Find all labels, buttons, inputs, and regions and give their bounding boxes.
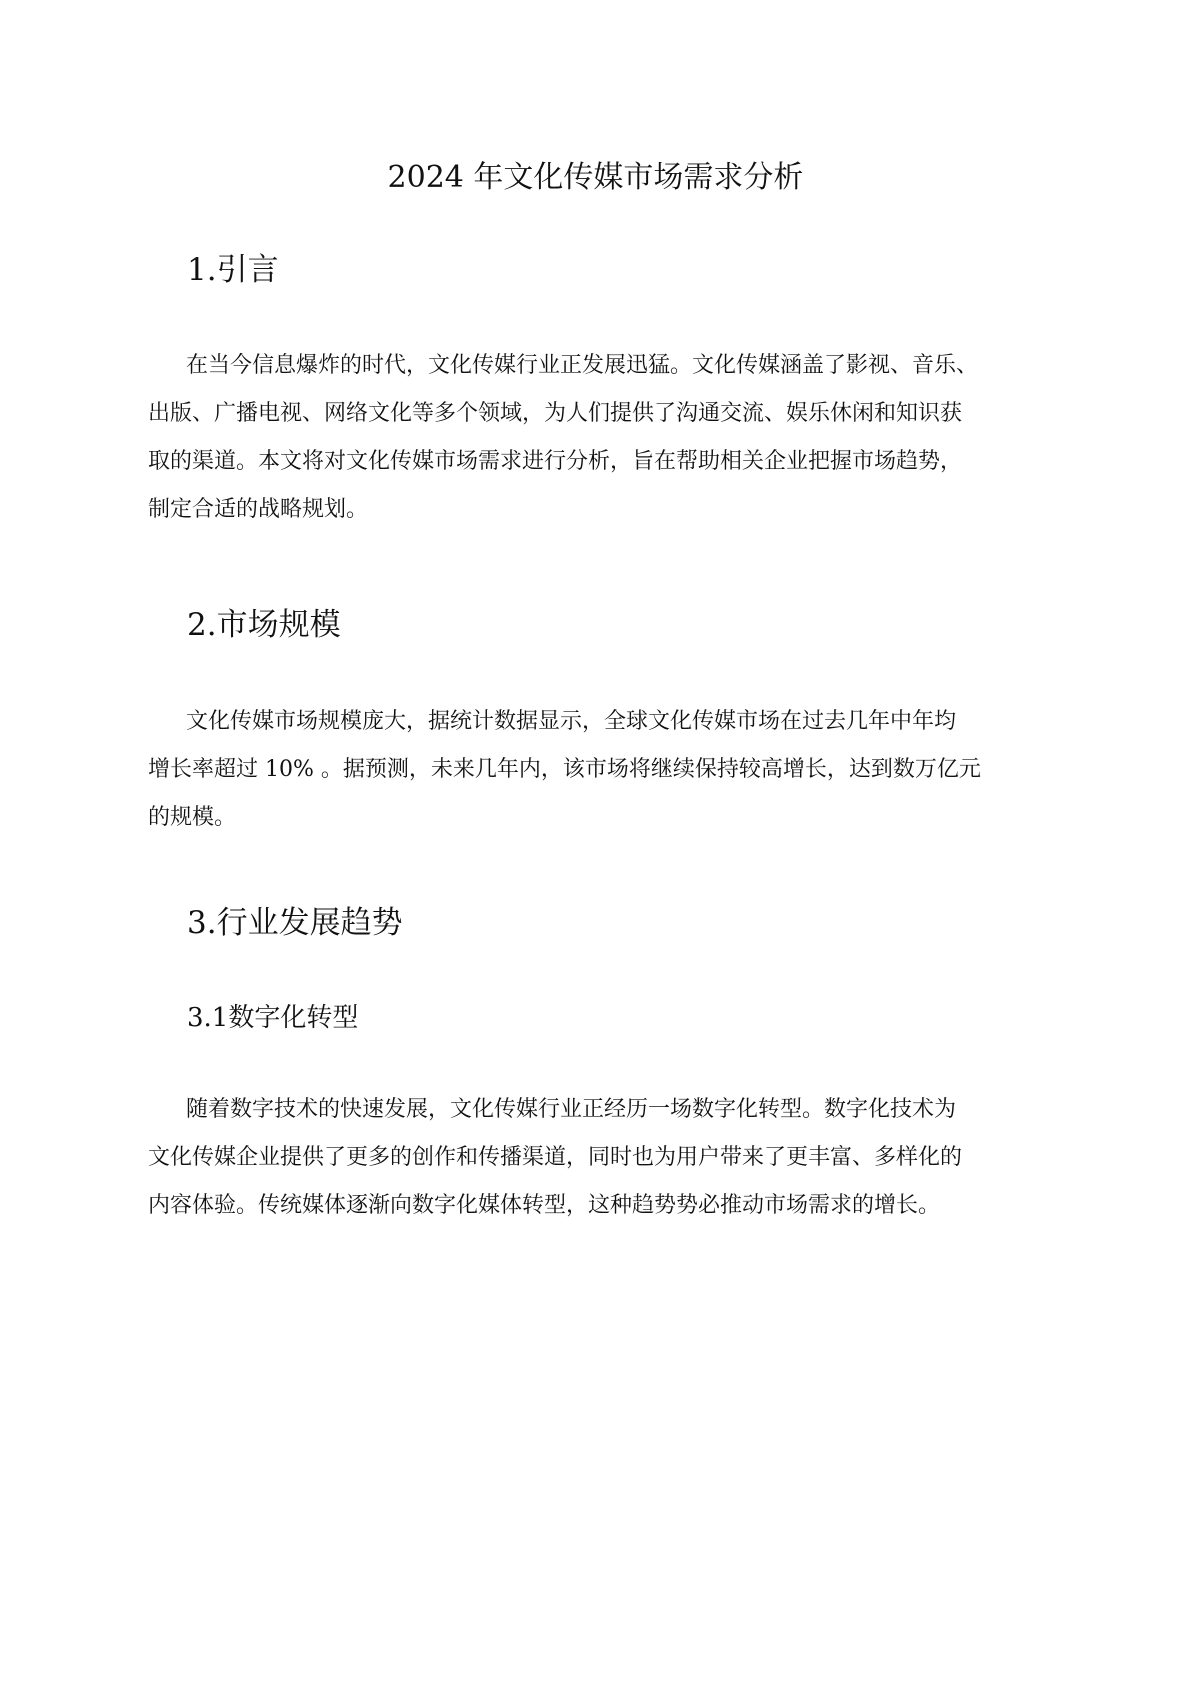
paragraph-line: 随着数字技术的快速发展，文化传媒行业正经历一场数字化转型。数字化技术为 [186,1097,957,1122]
paragraph-line: 增长率超过 10% 。据预测，未来几年内，该市场将继续保持较高增长，达到数万亿元 [148,757,981,782]
digital-transformation-paragraph [148,1086,1068,1230]
section-heading-market-size: 2.市场规模 [187,607,341,643]
section-heading-introduction: 1.引言 [187,252,279,288]
subsection-heading-digital-transformation: 3.1数字化转型 [187,1003,359,1033]
paragraph-line: 文化传媒市场规模庞大，据统计数据显示，全球文化传媒市场在过去几年中年均 [186,709,957,734]
introduction-paragraph [148,342,1068,534]
paragraph-line: 的规模。 [148,805,237,830]
section-heading-industry-trends: 3.行业发展趋势 [187,905,403,941]
paragraph-line: 取的渠道。本文将对文化传媒市场需求进行分析，旨在帮助相关企业把握市场趋势， [148,449,963,474]
paragraph-line: 内容体验。传统媒体逐渐向数字化媒体转型，这种趋势势必推动市场需求的增长。 [148,1193,941,1218]
document-title: 2024 年文化传媒市场需求分析 [387,160,804,195]
market-size-paragraph [148,698,1068,842]
paragraph-line: 制定合适的战略规划。 [148,497,369,522]
paragraph-line: 在当今信息爆炸的时代，文化传媒行业正发展迅猛。文化传媒涵盖了影视、音乐、 [186,353,979,378]
paragraph-line: 出版、广播电视、网络文化等多个领域，为人们提供了沟通交流、娱乐休闲和知识获 [148,401,963,426]
paragraph-line: 文化传媒企业提供了更多的创作和传播渠道，同时也为用户带来了更丰富、多样化的 [148,1145,963,1170]
